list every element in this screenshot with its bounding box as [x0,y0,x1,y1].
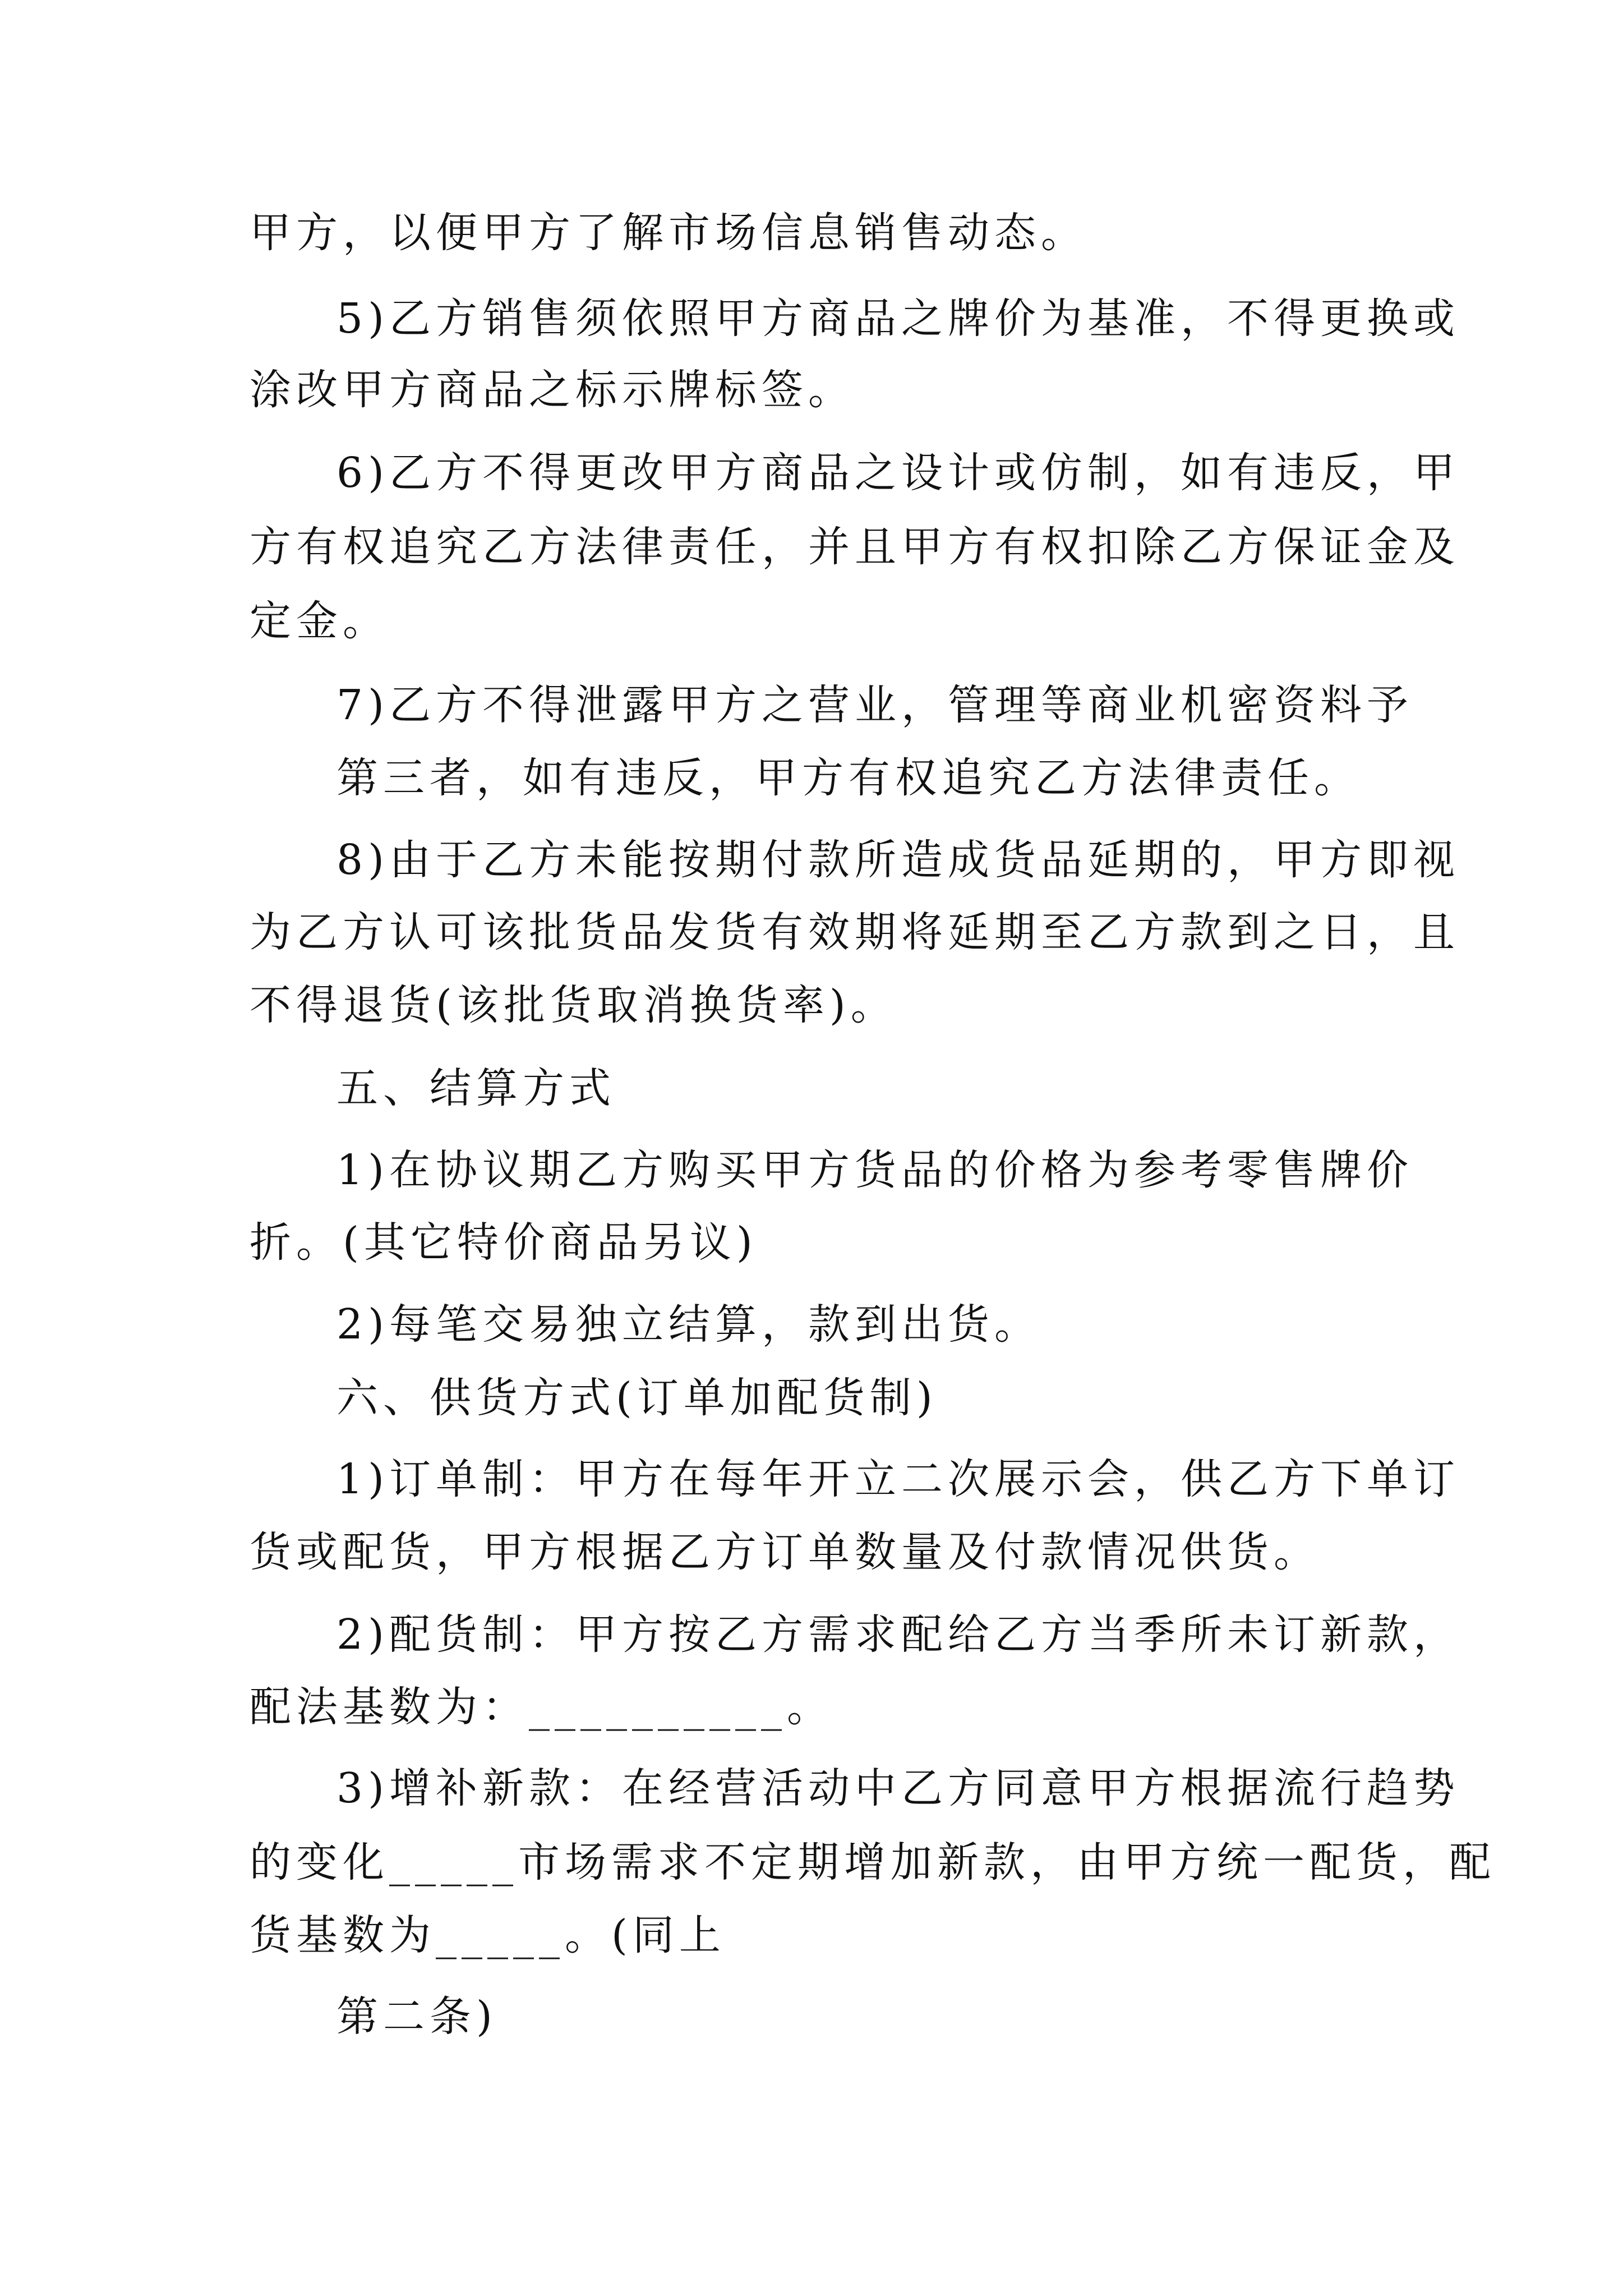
text-line: 配法基数为：__________。 [250,1683,833,1731]
text-line: 1)订单制：甲方在每年开立二次展示会，供乙方下单订 [336,1455,1460,1503]
text-line: 5)乙方销售须依照甲方商品之牌价为基准，不得更换或 [336,295,1460,343]
text-line: 不得退货(该批货取消换货率)。 [250,981,897,1029]
text-line: 2)配货制：甲方按乙方需求配给乙方当季所未订新款， [336,1611,1460,1659]
text-line: 为乙方认可该批货品发货有效期将延期至乙方款到之日，且 [250,908,1460,956]
text-line: 货或配货，甲方根据乙方订单数量及付款情况供货。 [250,1528,1320,1576]
text-line: 1)在协议期乙方购买甲方货品的价格为参考零售牌价 [336,1146,1413,1194]
text-line: 3)增补新款：在经营活动中乙方同意甲方根据流行趋势 [336,1764,1460,1812]
text-line: 方有权追究乙方法律责任，并且甲方有权扣除乙方保证金及 [250,523,1460,571]
text-line: 2)每笔交易独立结算，款到出货。 [336,1300,1041,1349]
text-line: 8)由于乙方未能按期付款所造成货品延期的，甲方即视 [336,836,1460,884]
text-line: 折。(其它特价商品另议) [250,1218,758,1267]
text-line: 6)乙方不得更改甲方商品之设计或仿制，如有违反，甲 [336,449,1460,497]
text-line: 货基数为_____。(同上 [250,1911,726,1959]
section-heading: 六、供货方式(订单加配货制) [336,1374,938,1422]
text-line: 定金。 [250,597,389,645]
text-line: 7)乙方不得泄露甲方之营业，管理等商业机密资料予 [336,681,1413,729]
text-line: 甲方，以便甲方了解市场信息销售动态。 [250,209,1087,257]
section-heading: 五、结算方式 [336,1064,616,1112]
text-line: 的变化_____市场需求不定期增加新款，由甲方统一配货，配 [250,1838,1496,1887]
text-line: 第三者，如有违反，甲方有权追究乙方法律责任。 [336,754,1361,802]
text-line: 第二条) [336,1993,497,2041]
text-line: 涂改甲方商品之标示牌标签。 [250,366,855,414]
